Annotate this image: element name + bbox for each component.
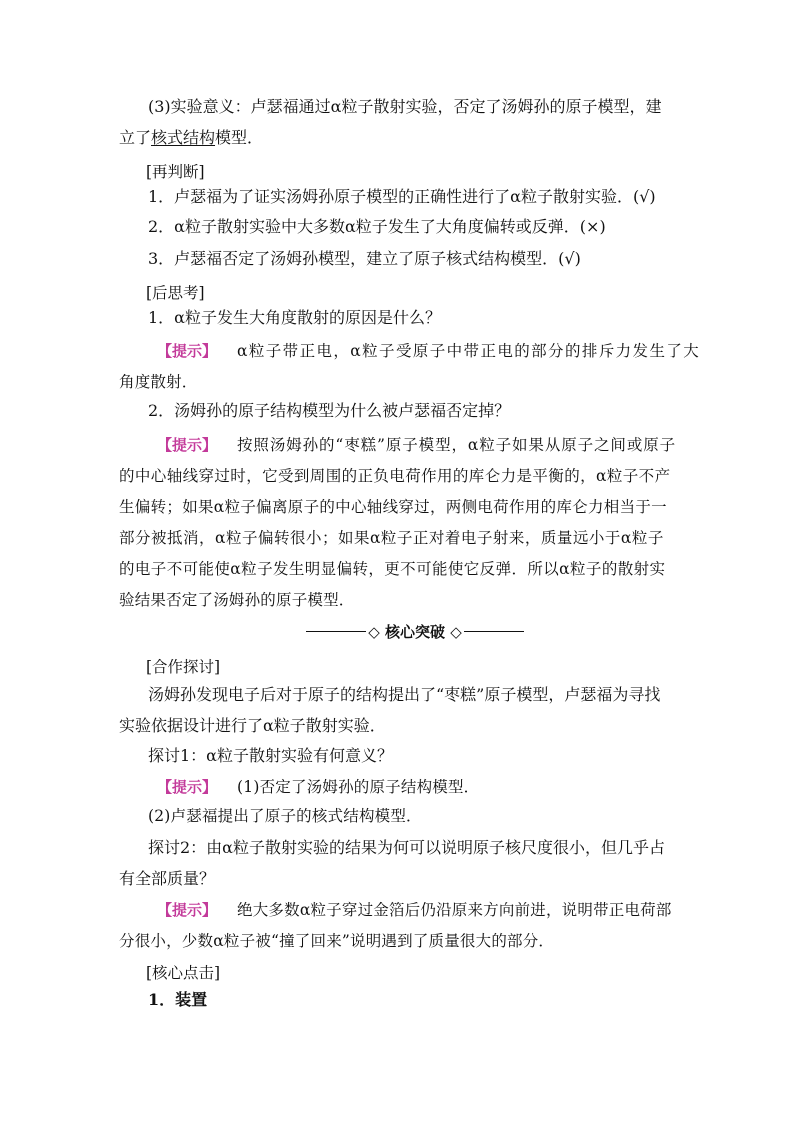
tip-label: 【提示】 (157, 778, 218, 796)
cooperate-header: [合作探讨] (146, 658, 221, 676)
tip-label: 【提示】 (157, 436, 218, 454)
core-structure-underlined: 核式结构 (151, 128, 216, 147)
meaning-line-2-post: 模型． (215, 128, 264, 147)
discussion-1-answer-1 (157, 777, 479, 797)
discussion-1-answer-2: (2)卢瑟福提出了原子的核式结构模型． (148, 807, 422, 825)
discussion-1: 探讨1：α粒子散射实验有何意义？ (148, 746, 393, 765)
core-item-1: 1．装置 (148, 990, 208, 1009)
answer-2-line-5: 的电子不可能使α粒子发生明显偏转，更不可能使它反弹．所以α粒子的散射实 (119, 560, 666, 578)
answer-2-line-1 (157, 435, 676, 455)
meaning-line-2 (119, 128, 263, 148)
meaning-line-2-pre: 立了 (119, 128, 152, 147)
core-header: [核心点击] (146, 964, 221, 982)
answer-2-line-3: 生偏转；如果α粒子偏离原子的中心轴线穿过，两侧电荷作用的库仑力相当于一 (119, 498, 667, 516)
rejudge-header: [再判断] (146, 163, 205, 181)
discussion-2-answer-1 (157, 900, 672, 920)
discussion-1-answer-1-text: (1)否定了汤姆孙的原子结构模型． (237, 778, 480, 796)
answer-2-line-2: 的中心轴线穿过时，它受到周围的正负电荷作用的库仑力是平衡的，α粒子不产 (119, 467, 671, 485)
tip-label: 【提示】 (157, 342, 218, 360)
answer-2-line-4: 部分被抵消，α粒子偏转很小；如果α粒子正对着电子射来，质量远小于α粒子 (119, 529, 664, 547)
discussion-2-line-1: 探讨2：由α粒子散射实验的结果为何可以说明原子核尺度很小，但几乎占 (148, 838, 665, 857)
discussion-2-answer-2: 分很小，少数α粒子被“撞了回来”说明遇到了质量很大的部分． (119, 932, 555, 950)
divider-rule-right (464, 631, 524, 632)
answer-2-text: 按照汤姆孙的“枣糕”原子模型，α粒子如果从原子之间或原子 (237, 436, 677, 454)
meaning-line-1: (3)实验意义：卢瑟福通过α粒子散射实验，否定了汤姆孙的原子模型，建 (148, 97, 662, 116)
answer-1-line-1 (157, 341, 700, 361)
answer-1-line-2: 角度散射． (119, 373, 198, 391)
cooperate-intro-line-1: 汤姆孙发现电子后对于原子的结构提出了“枣糕”原子模型，卢瑟福为寻找 (148, 685, 661, 704)
cooperate-intro-line-2: 实验依据设计进行了α粒子散射实验． (119, 716, 386, 735)
rejudge-item-1: 1．卢瑟福为了证实汤姆孙原子模型的正确性进行了α粒子散射实验．(√) (148, 187, 656, 206)
rejudge-item-3: 3．卢瑟福否定了汤姆孙模型，建立了原子核式结构模型．(√) (148, 249, 581, 268)
answer-1-text: α粒子带正电，α粒子受原子中带正电的部分的排斥力发生了大 (237, 342, 701, 360)
rejudge-item-2: 2．α粒子散射实验中大多数α粒子发生了大角度偏转或反弹．(×) (148, 217, 606, 236)
section-title: ◇ 核心突破 ◇ (368, 622, 462, 641)
question-1: 1．α粒子发生大角度散射的原因是什么？ (148, 308, 441, 327)
discussion-2-answer-1-text: 绝大多数α粒子穿过金箔后仍沿原来方向前进，说明带正电荷部 (237, 901, 672, 919)
afterthought-header: [后思考] (146, 284, 205, 302)
answer-2-line-6: 验结果否定了汤姆孙的原子模型． (119, 591, 355, 609)
tip-label: 【提示】 (157, 901, 218, 919)
question-2: 2．汤姆孙的原子结构模型为什么被卢瑟福否定掉？ (148, 401, 511, 420)
section-divider (306, 621, 524, 641)
divider-rule-left (306, 631, 366, 632)
discussion-2-line-2: 有全部质量？ (119, 869, 216, 888)
